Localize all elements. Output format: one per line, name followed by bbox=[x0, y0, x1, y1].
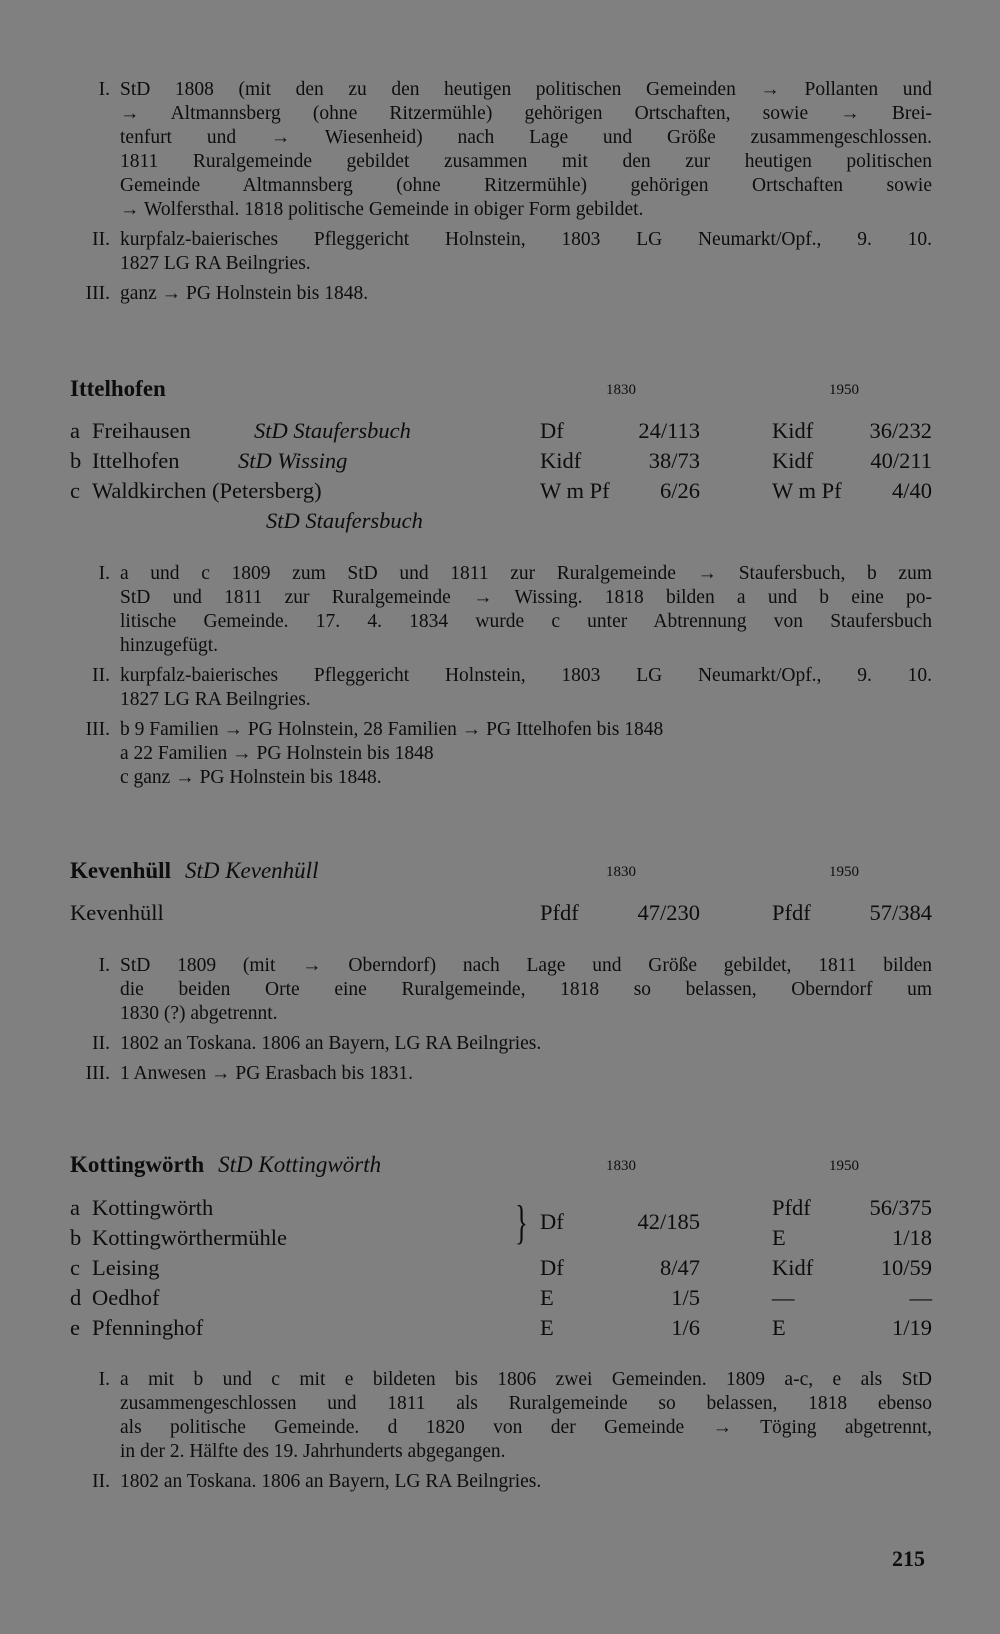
note-line: 1830 (?) abgetrennt. bbox=[120, 1003, 278, 1024]
note-number: III. bbox=[85, 283, 110, 304]
year-1950: 1950 bbox=[829, 1158, 859, 1174]
type-1830: Pfdf bbox=[540, 900, 579, 925]
municipality-name: Kevenhüll bbox=[70, 858, 171, 883]
note-line: → Wolfersthal. 1818 politische Gemeinde in obiger Form gebildet. bbox=[120, 199, 644, 220]
note-number: II. bbox=[92, 1033, 110, 1054]
grouped-type-1830: Df bbox=[540, 1209, 564, 1234]
note-line: 1802 an Toskana. 1806 an Bayern, LG RA Beilngries. bbox=[120, 1033, 542, 1054]
std-reference: StD Kottingwörth bbox=[218, 1152, 382, 1177]
type-1950: — bbox=[772, 1285, 795, 1310]
note-line: litische Gemeinde. 17. 4. 1834 wurde c unter Abtrennung von Staufersbuch bbox=[120, 611, 932, 632]
place-name: Kottingwörthermühle bbox=[92, 1225, 287, 1250]
note-I bbox=[70, 78, 932, 222]
value-1950: — bbox=[909, 1285, 932, 1310]
note-line: tenfurt und → Wiesenheid) nach Lage und Größe zusammengeschlossen. bbox=[120, 127, 932, 148]
row-letter: c bbox=[70, 1255, 80, 1280]
note-line: 1802 an Toskana. 1806 an Bayern, LG RA Beilngries. bbox=[120, 1471, 542, 1492]
note-line: Gemeinde Altmannsberg (ohne Ritzermühle) gehörigen Ortschaften sowie bbox=[120, 175, 932, 196]
year-1950: 1950 bbox=[829, 382, 859, 398]
value-1830: 6/26 bbox=[659, 478, 700, 503]
notes-kottingwoerth bbox=[70, 1368, 932, 1500]
note-line: 1827 LG RA Beilngries. bbox=[120, 253, 311, 274]
type-1830: W m Pf bbox=[540, 478, 610, 503]
type-1830: Df bbox=[540, 1255, 564, 1280]
page-number: 215 bbox=[892, 1546, 925, 1571]
value-1950: 10/59 bbox=[880, 1255, 932, 1280]
note-III bbox=[70, 718, 932, 790]
note-line: kurpfalz-baierisches Pfleggericht Holnstein, 1803 LG Neumarkt/Opf., 9. 10. bbox=[120, 665, 932, 686]
table-row bbox=[70, 1283, 932, 1313]
note-III bbox=[70, 1062, 932, 1086]
row-letter: e bbox=[70, 1315, 80, 1340]
table-row bbox=[70, 898, 932, 928]
place-name: Leising bbox=[92, 1255, 160, 1280]
note-number: I. bbox=[98, 1369, 110, 1390]
place-table-kevenhuell bbox=[70, 898, 932, 928]
value-1950: 57/384 bbox=[869, 900, 932, 925]
note-line: ganz → PG Holnstein bis 1848. bbox=[120, 283, 369, 304]
type-1950: Pfdf bbox=[772, 1195, 811, 1220]
table-row-continuation bbox=[70, 506, 932, 536]
place-table-kottingwoerth bbox=[70, 1193, 932, 1343]
type-1950: E bbox=[772, 1225, 786, 1250]
note-I bbox=[70, 1368, 932, 1464]
place-name: Freihausen bbox=[92, 418, 191, 443]
table-row bbox=[70, 446, 932, 476]
note-line: a mit b und c mit e bildeten bis 1806 zwei Gemeinden. 1809 a-c, e als StD bbox=[120, 1369, 932, 1390]
value-1950: 40/211 bbox=[870, 448, 932, 473]
note-number: I. bbox=[98, 79, 110, 100]
row-letter: a bbox=[70, 418, 80, 443]
note-line: 1827 LG RA Beilngries. bbox=[120, 689, 311, 710]
table-row bbox=[70, 1313, 932, 1343]
type-1950: Pfdf bbox=[772, 900, 811, 925]
std-reference: StD Kevenhüll bbox=[184, 858, 319, 883]
row-letter: c bbox=[70, 478, 80, 503]
note-number: III. bbox=[85, 719, 110, 740]
std-reference: StD Wissing bbox=[238, 448, 348, 473]
note-line: kurpfalz-baierisches Pfleggericht Holnstein, 1803 LG Neumarkt/Opf., 9. 10. bbox=[120, 229, 932, 250]
table-row bbox=[70, 416, 932, 446]
type-1830: Df bbox=[540, 418, 564, 443]
value-1830: 1/5 bbox=[671, 1285, 700, 1310]
type-1950: Kidf bbox=[772, 418, 814, 443]
note-III bbox=[70, 282, 932, 306]
year-1830: 1830 bbox=[606, 382, 636, 398]
type-1830: E bbox=[540, 1315, 554, 1340]
note-line: StD und 1811 zur Ruralgemeinde → Wissing. 1818 bilden a und b eine po- bbox=[120, 587, 932, 608]
type-1950: W m Pf bbox=[772, 478, 842, 503]
std-reference: StD Staufersbuch bbox=[266, 508, 423, 533]
notes-ittelhofen bbox=[70, 562, 932, 796]
row-letter: d bbox=[70, 1285, 82, 1310]
note-line: a 22 Familien → PG Holnstein bis 1848 bbox=[120, 743, 434, 764]
note-I bbox=[70, 954, 932, 1026]
note-number: I. bbox=[98, 955, 110, 976]
table-row bbox=[70, 1193, 932, 1223]
note-line: 1 Anwesen → PG Erasbach bis 1831. bbox=[120, 1063, 414, 1084]
note-II bbox=[70, 1032, 932, 1056]
entry-heading-kottingwoerth bbox=[70, 1152, 932, 1182]
std-reference: StD Staufersbuch bbox=[254, 418, 411, 443]
year-1950: 1950 bbox=[829, 864, 859, 880]
grouping-brace: } bbox=[515, 1196, 528, 1249]
row-letter: a bbox=[70, 1195, 80, 1220]
value-1950: 4/40 bbox=[891, 478, 932, 503]
note-line: c ganz → PG Holnstein bis 1848. bbox=[120, 767, 382, 788]
note-line: b 9 Familien → PG Holnstein, 28 Familien → PG Ittelhofen bis 1848 bbox=[120, 719, 664, 740]
value-1830: 38/73 bbox=[648, 448, 700, 473]
note-line: die beiden Orte eine Ruralgemeinde, 1818 so belassen, Oberndorf um bbox=[120, 979, 932, 1000]
note-line: StD 1808 (mit den zu den heutigen politischen Gemeinden → Pollanten und bbox=[120, 79, 932, 100]
type-1950: E bbox=[772, 1315, 786, 1340]
value-1830: 1/6 bbox=[671, 1315, 700, 1340]
note-II bbox=[70, 1470, 932, 1494]
note-II bbox=[70, 228, 932, 276]
table-row bbox=[70, 1223, 932, 1253]
note-I bbox=[70, 562, 932, 658]
place-name: Oedhof bbox=[92, 1285, 160, 1310]
note-line: in der 2. Hälfte des 19. Jahrhunderts abgegangen. bbox=[120, 1441, 506, 1462]
place-name: Kottingwörth bbox=[92, 1195, 214, 1220]
note-line: → Altmannsberg (ohne Ritzermühle) gehörigen Ortschaften, sowie → Brei- bbox=[120, 103, 932, 124]
note-number: II. bbox=[92, 665, 110, 686]
note-number: II. bbox=[92, 1471, 110, 1492]
type-1830: Kidf bbox=[540, 448, 582, 473]
row-letter: b bbox=[70, 448, 82, 473]
note-line: 1811 Ruralgemeinde gebildet zusammen mit den zur heutigen politischen bbox=[120, 151, 932, 172]
type-1950: Kidf bbox=[772, 448, 814, 473]
municipality-name: Kottingwörth bbox=[70, 1152, 205, 1177]
note-line: a und c 1809 zum StD und 1811 zur Ruralgemeinde → Staufersbuch, b zum bbox=[120, 563, 932, 584]
note-number: II. bbox=[92, 229, 110, 250]
note-line: zusammengeschlossen und 1811 als Ruralgemeinde so belassen, 1818 ebenso bbox=[120, 1393, 932, 1414]
grouped-value-1830: 42/185 bbox=[637, 1209, 700, 1234]
place-name: Waldkirchen (Petersberg) bbox=[92, 478, 322, 503]
note-number: I. bbox=[98, 563, 110, 584]
table-row bbox=[70, 476, 932, 506]
table-row bbox=[70, 1253, 932, 1283]
note-line: StD 1809 (mit → Oberndorf) nach Lage und Größe gebildet, 1811 bilden bbox=[120, 955, 932, 976]
place-name: Kevenhüll bbox=[70, 900, 164, 925]
year-1830: 1830 bbox=[606, 1158, 636, 1174]
note-line: als politische Gemeinde. d 1820 von der Gemeinde → Töging abgetrennt, bbox=[120, 1417, 932, 1438]
type-1950: Kidf bbox=[772, 1255, 814, 1280]
type-1830: E bbox=[540, 1285, 554, 1310]
year-1830: 1830 bbox=[606, 864, 636, 880]
municipality-name: Ittelhofen bbox=[70, 376, 166, 401]
entry-heading-ittelhofen bbox=[70, 376, 932, 406]
value-1950: 1/19 bbox=[891, 1315, 932, 1340]
value-1830: 47/230 bbox=[637, 900, 700, 925]
entry-heading-kevenhuell bbox=[70, 858, 932, 888]
value-1830: 8/47 bbox=[659, 1255, 700, 1280]
place-name: Pfenninghof bbox=[92, 1315, 204, 1340]
notes-kevenhuell bbox=[70, 954, 932, 1092]
value-1950: 36/232 bbox=[869, 418, 932, 443]
place-name: Ittelhofen bbox=[92, 448, 180, 473]
value-1950: 1/18 bbox=[891, 1225, 932, 1250]
note-number: III. bbox=[85, 1063, 110, 1084]
note-line: hinzugefügt. bbox=[120, 635, 219, 656]
note-II bbox=[70, 664, 932, 712]
top-notes bbox=[70, 78, 932, 312]
place-table-ittelhofen bbox=[70, 416, 932, 536]
value-1830: 24/113 bbox=[638, 418, 700, 443]
row-letter: b bbox=[70, 1225, 82, 1250]
value-1950: 56/375 bbox=[869, 1195, 932, 1220]
